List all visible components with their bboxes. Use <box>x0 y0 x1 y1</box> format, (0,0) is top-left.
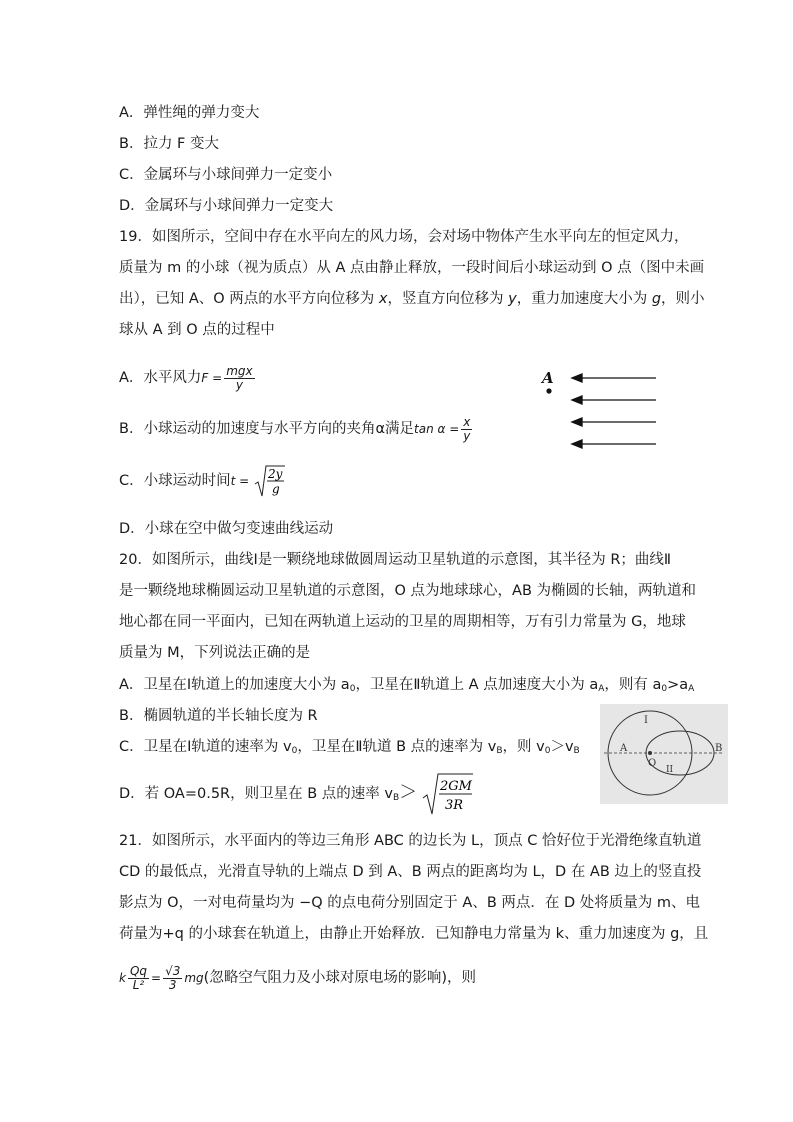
q19-option-b: B．小球运动的加速度与水平方向的夹角α满足tan α = $\frac{x}{y}$ <box>119 414 471 443</box>
q19-option-a-fraction: $\frac{\text{mgx}}{y}$ <box>226 363 253 392</box>
svg-text:3R: 3R <box>444 798 463 813</box>
q20-option-a: A．卫星在Ⅰ轨道上的加速度大小为 $a_0$，卫星在Ⅱ轨道上 A 点加速度大小为 $a_A$，则有 $a_0>a_A$ <box>119 677 695 694</box>
svg-text:2GM: 2GM <box>439 779 472 794</box>
q20-stem-line-2: 是一颗绕地球椭圆运动卫星轨道的示意图，O 点为地球球心，AB 为椭圆的长轴，两轨道和 <box>119 583 696 599</box>
q20-stem-line-1: 20．如图所示，曲线Ⅰ是一颗绕地球做圆周运动卫星轨道的示意图，其半径为 R；曲线Ⅱ <box>119 552 672 568</box>
q18-option-b: B．拉力 F 变大 <box>119 136 220 152</box>
q19-stem-line-3: 出），已知 A、O 两点的水平方向位移为 x，竖直方向位移为 y，重力加速度大小为 g，则小 <box>119 291 705 307</box>
q18-option-d: D．金属环与小球间弹力一定变大 <box>119 198 334 214</box>
q20-figure-background <box>600 704 728 804</box>
q21-eq-fraction-1: $\frac{Qq}{\text{L²}}$ <box>129 963 148 992</box>
q20-orbit-figure <box>600 704 728 804</box>
point-a-label: A <box>620 743 628 754</box>
q19-option-d: D．小球在空中做匀变速曲线运动 <box>119 521 334 537</box>
earth-center-dot <box>648 751 652 755</box>
orbit-ii-label: II <box>666 765 674 775</box>
q21-stem-line-3: 影点为 O，一对电荷量均为 −Q 的点电荷分别固定于 A、B 两点．在 D 处将质量为 m、电 <box>119 895 701 911</box>
q20-stem-line-4: 质量为 M，下列说法正确的是 <box>119 645 311 661</box>
q18-option-c: C．金属环与小球间弹力一定变小 <box>119 167 333 183</box>
svg-text:2y: 2y <box>267 467 283 481</box>
q18-option-a: A．弹性绳的弹力变大 <box>119 105 260 121</box>
q20-option-d: D．若 OA=0.5R，则卫星在 B 点的速率 $v_B>$ 2GM 3R <box>119 771 474 820</box>
q19-option-c: C．小球运动时间t = 2y g <box>119 464 286 498</box>
q21-condition-equation: k $\frac{Qq}{\text{L²}}$ = $\frac{√3}{3}$ mg(忽略空气阻力及小球对原电场的影响)，则 <box>119 963 476 992</box>
q20-option-c: C．卫星在Ⅰ轨道的速率为 $v_0$，卫星在Ⅱ轨道 B 点的速率为 $v_B$，则 $v_0>v_B$ <box>119 739 580 756</box>
q20-option-b: B．椭圆轨道的半长轴长度为 R <box>119 708 318 724</box>
q19-stem-line-4: 球从 A 到 O 点的过程中 <box>119 322 275 338</box>
q19-stem-line-1: 19．如图所示，空间中存在水平向左的风力场，会对场中物体产生水平向左的恒定风力， <box>119 229 689 245</box>
q21-eq-fraction-2: $\frac{√3}{3}$ <box>165 963 181 992</box>
point-o-label: O <box>648 758 657 769</box>
q20-stem-line-3: 地心都在同一平面内，已知在两轨道上运动的卫星的周期相等，万有引力常量为 G，地球 <box>119 614 686 630</box>
q19-wind-figure <box>536 365 661 455</box>
svg-text:g: g <box>271 482 280 496</box>
orbit-i-label: I <box>644 715 648 726</box>
point-b-label: B <box>715 743 723 754</box>
q19-point-a-label: A <box>542 369 554 387</box>
q19-point-a-dot <box>546 388 551 393</box>
q20-option-d-sqrt <box>422 772 474 816</box>
q19-stem-line-2: 质量为 m 的小球（视为质点）从 A 点由静止释放，一段时间后小球运动到 O 点（图中未画 <box>119 260 705 276</box>
q21-stem-line-4: 荷量为+q 的小球套在轨道上，由静止开始释放．已知静电力常量为 k、重力加速度为 g，且 <box>119 926 709 942</box>
q21-stem-line-1: 21．如图所示，水平面内的等边三角形 ABC 的边长为 L，顶点 C 恰好位于光滑绝缘直轨道 <box>119 833 702 849</box>
q21-stem-line-2: CD 的最低点，光滑直导轨的上端点 D 到 A、B 两点的距离均为 L，D 在 AB 边上的竖直投 <box>119 864 702 880</box>
q19-option-c-sqrt <box>254 464 286 498</box>
q19-wind-arrows <box>572 374 656 448</box>
q19-option-b-fraction: $\frac{x}{y}$ <box>463 414 471 443</box>
q19-option-a: A．水平风力F = $\frac{\text{mgx}}{y}$ <box>119 363 253 392</box>
